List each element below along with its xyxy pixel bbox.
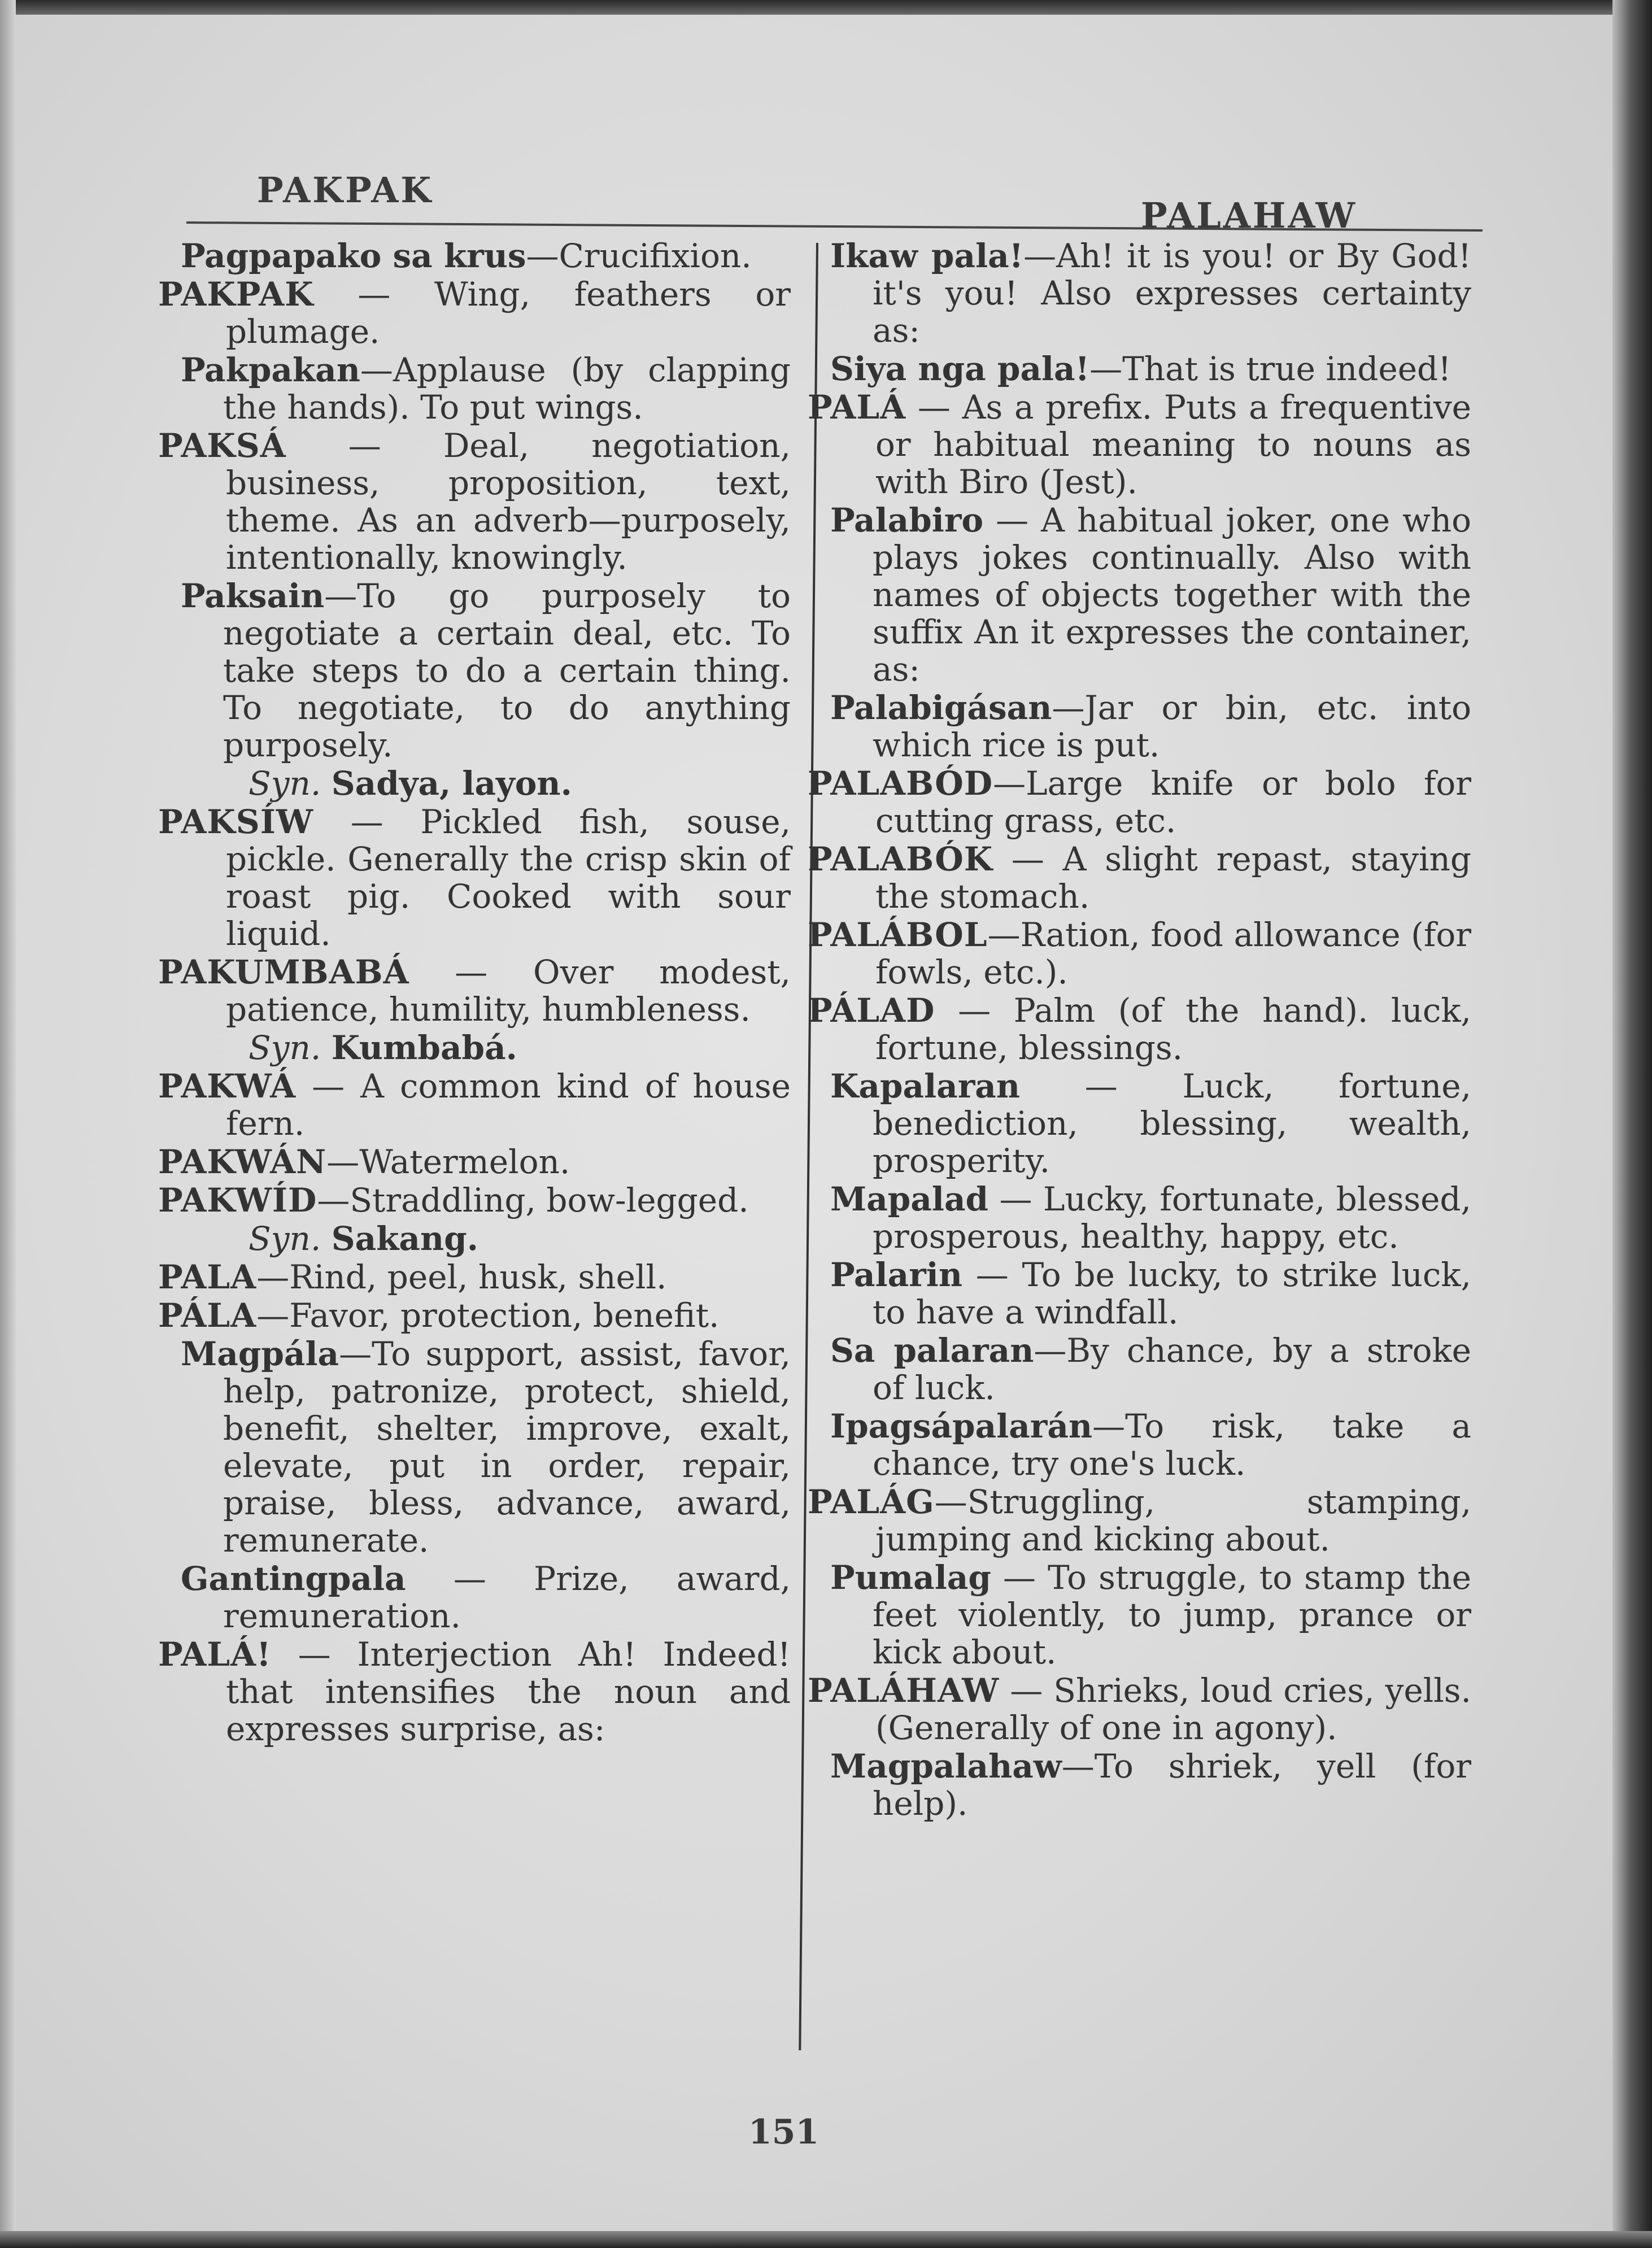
dictionary-entry (158, 1636, 791, 1748)
synonym-label: Syn. (249, 1219, 321, 1258)
dictionary-entry (158, 1182, 791, 1219)
definition: Over modest, patience, humility, humbleness. (226, 953, 791, 1029)
running-head-left: PAKPAK (257, 169, 434, 211)
separator: — (409, 953, 534, 991)
subword: Sa palaran (830, 1331, 1034, 1370)
synonym-line (158, 765, 791, 802)
dictionary-subentry (808, 1748, 1471, 1822)
synonym-line (158, 1029, 791, 1066)
synonym-words: Sakang. (331, 1219, 478, 1258)
dictionary-entry (158, 1068, 791, 1142)
subword: Pakpakan (181, 351, 360, 389)
headword: PÁLA (158, 1296, 257, 1335)
definition: Watermelon. (359, 1143, 570, 1181)
headword: PALÁBOL (808, 916, 988, 954)
page-left-shadow (0, 0, 16, 2248)
separator: — (991, 1558, 1048, 1597)
synonym-label: Syn. (249, 764, 321, 803)
definition: To go purposely to negotiate a certain deal, etc. To take steps to do a certain thing. To negotiate, to do anything purposely. (223, 577, 791, 764)
page-top-shadow (0, 0, 1652, 15)
separator: — (1023, 237, 1057, 275)
dictionary-subentry (808, 689, 1471, 764)
subword: Ipagsápalarán (830, 1407, 1093, 1445)
subword: Paksain (181, 577, 325, 615)
headword: PAKWÁ (158, 1067, 297, 1105)
dictionary-subentry (808, 1256, 1471, 1331)
synonym-label: Syn. (249, 1029, 321, 1067)
separator: — (935, 991, 1014, 1030)
separator: — (1052, 689, 1085, 727)
separator: — (962, 1256, 1022, 1294)
synonym-words: Sadya, layon. (331, 764, 572, 803)
separator: — (906, 388, 962, 426)
separator: — (326, 1143, 360, 1181)
headword: PALABÓK (808, 840, 993, 878)
dictionary-entry (808, 992, 1471, 1066)
definition: To shriek, yell (for help). (873, 1747, 1471, 1823)
page-number: 151 (748, 2112, 820, 2152)
definition: Crucifixion. (559, 237, 752, 275)
dictionary-subentry (158, 1335, 791, 1559)
definition: Straddling, bow-legged. (350, 1181, 749, 1219)
subword: Ikaw pala! (830, 237, 1024, 275)
separator: — (987, 916, 1021, 954)
dictionary-subentry (158, 1560, 791, 1635)
definition: Ah! it is you! or By God! it's you! Also expresses certainty as: (873, 237, 1471, 350)
synonym-line (158, 1220, 791, 1257)
definition: Ration, food allowance (for fowls, etc.). (875, 916, 1471, 991)
subword: Pagpapako sa krus (181, 237, 526, 275)
separator: — (1020, 1067, 1183, 1105)
dictionary-entry (158, 1258, 791, 1296)
dictionary-entry (808, 840, 1471, 915)
separator: — (317, 1181, 350, 1219)
definition: A slight repast, staying the stomach. (875, 840, 1471, 916)
separator: — (1089, 350, 1123, 388)
separator: — (286, 426, 443, 465)
dictionary-entry (158, 427, 791, 576)
definition: To risk, take a chance, try one's luck. (873, 1407, 1471, 1483)
running-head-right: PALAHAW (1141, 195, 1358, 236)
separator: — (256, 1296, 290, 1335)
definition: Deal, negotiation, business, proposition, text, theme. As an adverb—purposely, intentionally, knowingly. (226, 426, 791, 577)
dictionary-entry (158, 803, 791, 952)
dictionary-subentry (808, 1559, 1471, 1671)
dictionary-entry (808, 1483, 1471, 1558)
definition: Palm (of the hand). luck, fortune, blessings. (875, 991, 1471, 1067)
subword: Mapalad (830, 1180, 989, 1218)
separator: — (983, 501, 1041, 539)
subword: Pumalag (830, 1558, 991, 1597)
subword: Kapalaran (830, 1067, 1021, 1105)
headword: PAKSÁ (158, 426, 286, 465)
subword: Siya nga pala! (830, 350, 1090, 388)
definition: Luck, fortune, benediction, blessing, wealth, prosperity. (873, 1067, 1471, 1180)
definition: Large knife or bolo for cutting grass, etc. (875, 764, 1471, 840)
headword: PALA (158, 1258, 257, 1296)
separator: — (339, 1335, 372, 1373)
dictionary-subentry (808, 350, 1471, 387)
left-column (158, 237, 791, 1749)
separator: — (296, 1067, 361, 1105)
dictionary-entry (808, 765, 1471, 839)
definition: Prize, award, remuneration. (223, 1559, 791, 1635)
definition: Jar or bin, etc. into which rice is put. (873, 689, 1471, 764)
separator: — (526, 237, 559, 275)
dictionary-subentry (808, 502, 1471, 688)
separator: — (324, 577, 358, 615)
definition: Struggling, stamping, jumping and kicking about. (875, 1483, 1471, 1558)
dictionary-entry (158, 276, 791, 350)
dictionary-entry (158, 1143, 791, 1180)
definition: Pickled fish, souse, pickle. Generally the crisp skin of roast pig. Cooked with sour liquid. (226, 803, 791, 953)
headword: PÁLAD (808, 991, 935, 1030)
separator: — (993, 764, 1026, 803)
dictionary-subentry (158, 237, 791, 275)
headword: PAKWÁN (158, 1143, 327, 1181)
definition: Wing, feathers or plumage. (226, 275, 791, 351)
synonym-words: Kumbabá. (331, 1029, 517, 1067)
definition: Applause (by clapping the hands). To put wings. (223, 351, 791, 426)
dictionary-subentry (808, 237, 1471, 349)
dictionary-subentry (808, 1408, 1471, 1482)
separator: — (1092, 1407, 1126, 1445)
definition: That is true indeed! (1122, 350, 1452, 388)
headword: PAKSÍW (158, 803, 313, 841)
definition: Favor, protection, benefit. (289, 1296, 720, 1335)
dictionary-subentry (158, 577, 791, 764)
page-bottom-shadow (0, 2231, 1652, 2248)
separator: — (271, 1635, 358, 1674)
definition: As a prefix. Puts a frequentive or habitual meaning to nouns as with Biro (Jest). (875, 388, 1471, 501)
separator: — (313, 275, 435, 313)
headword: PALABÓD (808, 764, 993, 803)
definition: To be lucky, to strike luck, to have a windfall. (873, 1256, 1471, 1331)
headword: PAKUMBABÁ (158, 953, 409, 991)
dictionary-entry (158, 953, 791, 1028)
subword: Magpalahaw (830, 1747, 1062, 1785)
headword: PALÁG (808, 1483, 935, 1521)
separator: — (313, 803, 421, 841)
separator: — (406, 1559, 534, 1598)
right-column (808, 237, 1471, 1823)
separator: — (1061, 1747, 1095, 1785)
separator: — (1034, 1331, 1067, 1370)
definition: Lucky, fortunate, blessed, prosperous, healthy, happy, etc. (873, 1180, 1471, 1256)
definition: By chance, by a stroke of luck. (873, 1331, 1472, 1407)
subword: Palarin (830, 1256, 963, 1294)
separator: — (988, 1180, 1043, 1218)
dictionary-entry (808, 916, 1471, 991)
dictionary-entry (158, 1297, 791, 1334)
headword: PALÁ (808, 388, 906, 426)
page-right-shadow (1612, 0, 1652, 2248)
headword: PALÁ! (158, 1635, 272, 1674)
separator: — (256, 1258, 290, 1296)
definition: A habitual joker, one who plays jokes continually. Also with names of objects together with the suffix An it expresses the container, as: (873, 501, 1471, 689)
definition: A common kind of house fern. (226, 1067, 791, 1143)
dictionary-subentry (808, 1180, 1471, 1255)
definition: Interjection Ah! Indeed! that intensifies the noun and expresses surprise, as: (226, 1635, 791, 1748)
subword: Palabiro (830, 501, 984, 539)
definition: To struggle, to stamp the feet violently, to jump, prance or kick about. (873, 1558, 1471, 1671)
dictionary-subentry (158, 351, 791, 426)
headword: PAKPAK (158, 275, 314, 313)
headword: PALÁHAW (808, 1671, 1000, 1710)
subword: Palabigásan (830, 689, 1052, 727)
separator: — (360, 351, 393, 389)
dictionary-subentry (808, 1332, 1471, 1406)
separator: — (999, 1671, 1054, 1710)
definition: To support, assist, favor, help, patronize, protect, shield, benefit, shelter, improve, exalt, elevate, put in order, repair, praise, bless, advance, award, remunerate. (223, 1335, 791, 1559)
headword: PAKWÍD (158, 1181, 317, 1219)
dictionary-entry (808, 1672, 1471, 1746)
definition: Shrieks, loud cries, yells. (Generally of one in agony). (875, 1671, 1471, 1747)
separator: — (993, 840, 1063, 878)
subword: Gantingpala (181, 1559, 406, 1598)
definition: Rind, peel, husk, shell. (289, 1258, 667, 1296)
dictionary-subentry (808, 1068, 1471, 1179)
subword: Magpála (181, 1335, 339, 1373)
separator: — (934, 1483, 967, 1521)
dictionary-entry (808, 389, 1471, 500)
